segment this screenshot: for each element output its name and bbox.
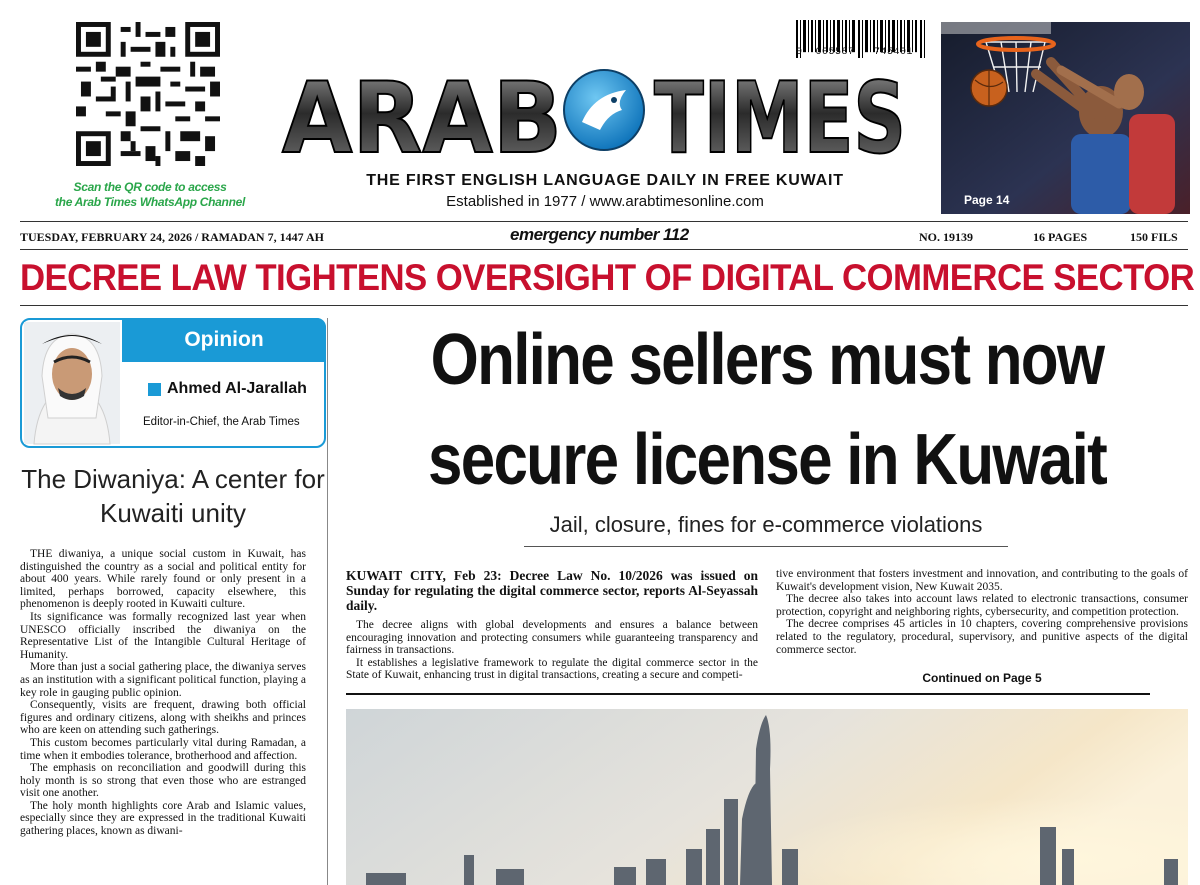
basketball-photo[interactable] <box>941 22 1190 214</box>
rule <box>346 693 1150 695</box>
story-column-1 <box>346 619 758 682</box>
story-paragraph: The decree also takes into account laws related to electronic transactions, consumer protection, copyright and neighboring rights, cybersecurity, and competition protection. <box>776 593 1188 618</box>
price: 150 FILS <box>1130 230 1178 244</box>
opinion-author[interactable]: Ahmed Al-Jarallah <box>167 380 307 397</box>
emergency-number: emergency number 112 <box>510 225 689 244</box>
kuwait-skyline-photo[interactable] <box>346 709 1188 885</box>
main-subhead: Jail, closure, fines for e-commerce violations <box>524 512 1008 547</box>
opinion-paragraph: More than just a social gathering place, the diwaniya serves as an institution with a significant political function, playing a key role in gauging public opinion. <box>20 661 306 699</box>
opinion-paragraph: This custom becomes particularly vital during Ramadan, a time when it embodies tolerance, brotherhood and affection. <box>20 736 306 762</box>
opinion-body <box>20 548 306 838</box>
story-lead: KUWAIT CITY, Feb 23: Decree Law No. 10/2026 was issued on Sunday for regulating the digital commerce sector, reports Al-Seyassah daily. <box>346 568 758 613</box>
issue-number: NO. 19139 <box>919 230 973 244</box>
opinion-label: Opinion <box>184 328 264 351</box>
falcon-globe-icon <box>564 70 644 150</box>
opinion-author-role: Editor-in-Chief, the Arab Times <box>143 416 300 428</box>
author-portrait <box>24 322 120 444</box>
rule <box>20 249 1188 250</box>
rule <box>20 305 1188 306</box>
author-marker-icon <box>148 383 161 396</box>
opinion-paragraph: Its significance was formally recognized last year when UNESCO officially inscribed the diwaniya on the Representative List of the Intangible Cultural Heritage of Humanity. <box>20 610 306 661</box>
opinion-paragraph: The emphasis on reconciliation and goodwill during this holy month is so strong that even those who are estranged visit one another. <box>20 762 306 800</box>
qr-caption: Scan the QR code to access the Arab Times WhatsApp Channel <box>54 180 246 209</box>
page-count: 16 PAGES <box>1033 230 1088 244</box>
opinion-paragraph: THE diwaniya, a unique social custom in Kuwait, has distinguished the country as a social and political entity for about 400 years. While rarely found or only present in a limited, perhaps borrowed, capacity elsewhere, this phenomenon is deeply rooted in Kuwaiti culture. <box>20 548 306 611</box>
story-column-2 <box>776 568 1188 656</box>
banner-headline[interactable]: DECREE LAW TIGHTENS OVERSIGHT OF DIGITAL COMMERCE SECTOR <box>20 257 1195 298</box>
story-paragraph: It establishes a legislative framework to regulate the digital commerce sector in the State of Kuwait, enhancing trust in digital transactions, creating a secure and competi- <box>346 656 758 682</box>
opinion-headline[interactable]: The Diwaniya: A center for Kuwaiti unity <box>21 464 325 528</box>
opinion-paragraph: Consequently, visits are frequent, drawing both official figures and ordinary citizens, along with sheikhs and princes who are keen on attending such gatherings. <box>20 699 306 737</box>
barcode-number: 0 005587 745401 <box>796 47 914 58</box>
rule <box>20 221 1188 222</box>
hero-page-ref[interactable]: Page 14 <box>964 193 1010 207</box>
edition-date: TUESDAY, FEBRUARY 24, 2026 / RAMADAN 7, 1447 AH <box>20 230 324 244</box>
masthead-established: Established in 1977 / www.arabtimesonline.com <box>446 193 764 210</box>
column-divider <box>327 318 328 885</box>
story-paragraph: The decree aligns with global developments and ensures a balance between encouraging innovation and protecting consumers while guaranteeing transparency and fairness in transactions. <box>346 619 758 657</box>
opinion-paragraph: The holy month highlights core Arab and Islamic values, especially since they are expressed in the traditional Kuwaiti gathering places, known as diwani- <box>20 799 306 838</box>
masthead-title-right: TIMES <box>654 62 906 176</box>
story-paragraph: tive environment that fosters investment and innovation, and contributing to the goals of Kuwait's development vision, New Kuwait 2035. <box>776 568 1188 593</box>
masthead-logo[interactable] <box>282 60 906 176</box>
qr-code[interactable] <box>76 22 220 166</box>
masthead-title-left: ARAB <box>282 62 562 176</box>
story-paragraph: The decree comprises 45 articles in 10 chapters, covering comprehensive provisions related to the regulatory, procedural, supervisory, and punitive aspects of the digital commerce sector. <box>776 618 1188 656</box>
main-headline[interactable]: Online sellers must now secure license in Kuwait <box>428 320 1106 500</box>
continued-link[interactable]: Continued on Page 5 <box>922 671 1042 685</box>
masthead-tagline: THE FIRST ENGLISH LANGUAGE DAILY IN FREE KUWAIT <box>366 172 844 189</box>
